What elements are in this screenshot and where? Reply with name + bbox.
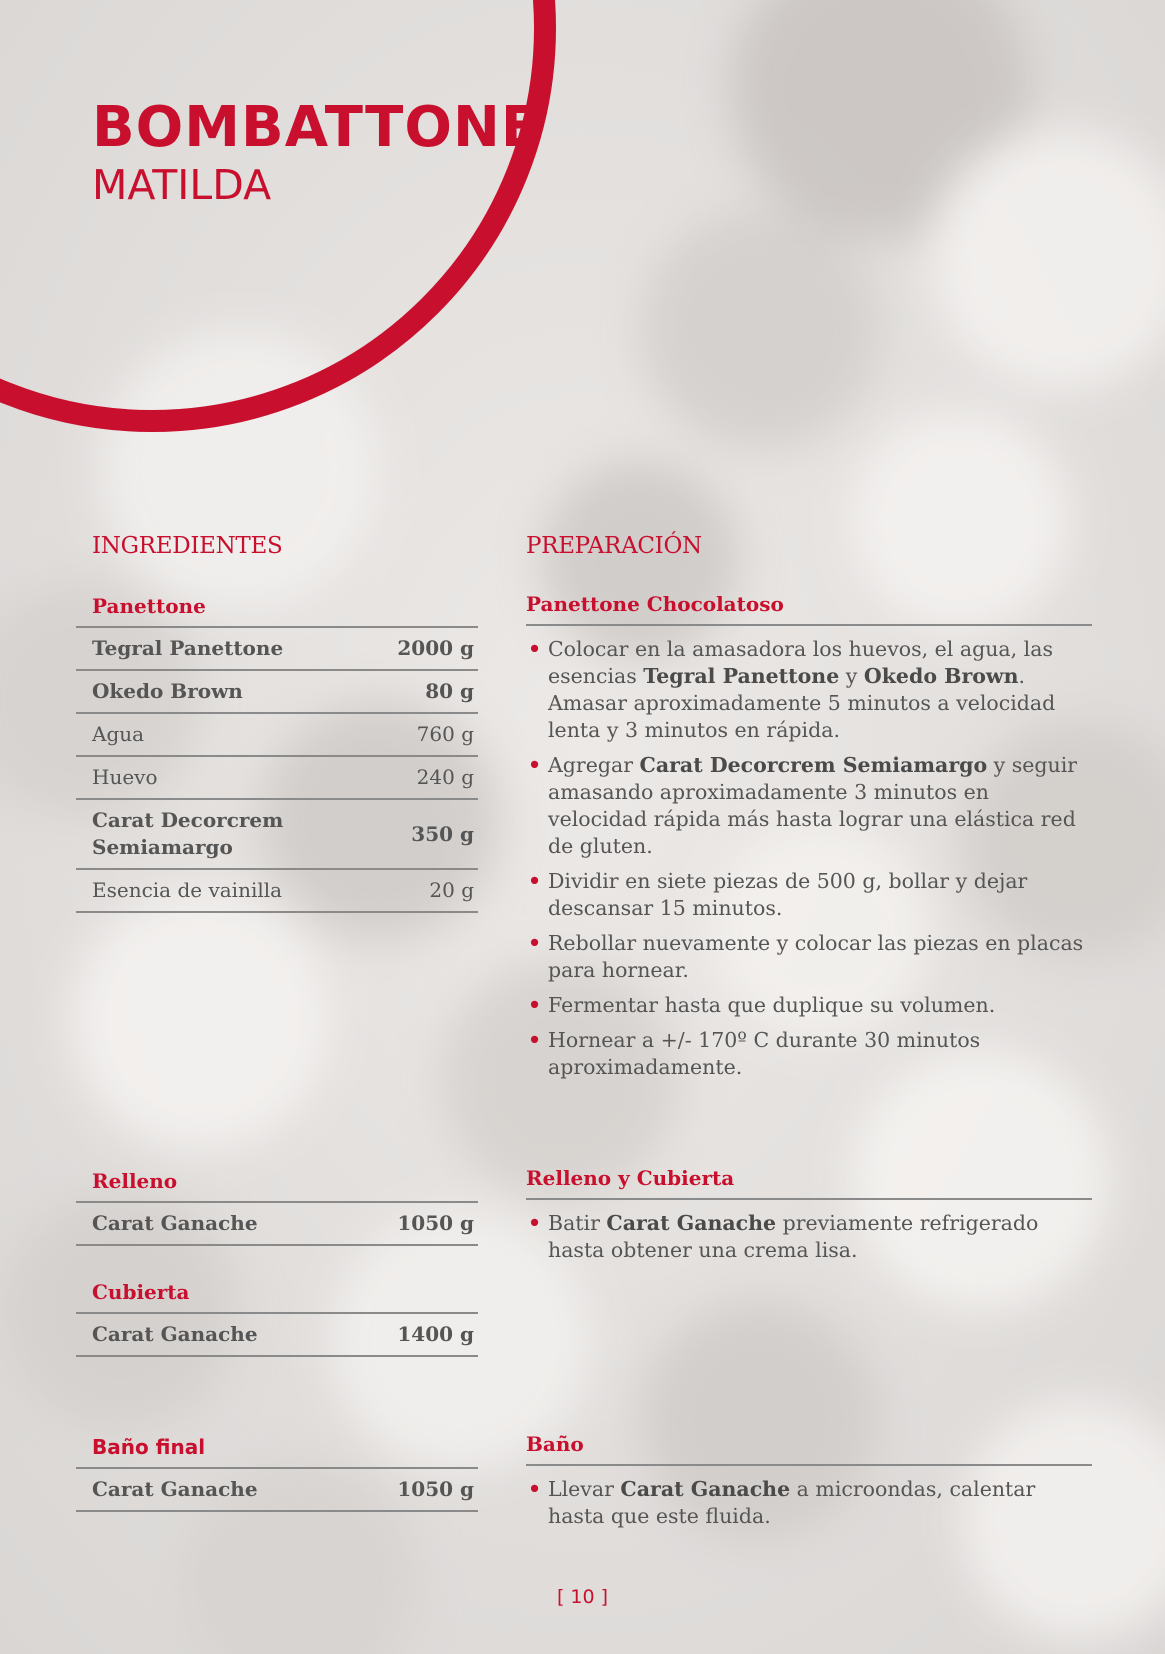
- steps-list: [526, 1200, 1092, 1264]
- step-text: Fermentar hasta que duplique su volumen.: [548, 993, 996, 1017]
- step-item: [526, 992, 1092, 1019]
- ingredient-qty: 1400 g: [397, 1322, 474, 1346]
- ingredient-name: Carat Ganache: [92, 1477, 258, 1501]
- step-text: Rebollar nuevamente y colocar las piezas en placas para hornear.: [548, 931, 1084, 982]
- step-product-name: Tegral Panettone: [643, 664, 840, 688]
- steps-list: [526, 1466, 1092, 1530]
- ingredient-row: [76, 1469, 478, 1512]
- step-product-name: Okedo Brown: [863, 664, 1019, 688]
- ingredient-row: [76, 628, 478, 671]
- ingredient-qty: 1050 g: [397, 1477, 474, 1501]
- ingredient-qty: 350 g: [411, 821, 474, 846]
- section-title: Baño: [526, 1432, 1092, 1466]
- section-title: Cubierta: [76, 1280, 478, 1314]
- ingredients-bano-final: [76, 1435, 478, 1512]
- step-item: [526, 752, 1092, 860]
- step-product-name: Carat Decorcrem Semiamargo: [639, 753, 988, 777]
- step-item: [526, 1027, 1092, 1081]
- ingredient-qty: 20 g: [429, 878, 474, 902]
- section-title: Panettone Chocolatoso: [526, 592, 1092, 626]
- step-text: Dividir en siete piezas de 500 g, bollar y dejar descansar 15 minutos.: [548, 869, 1028, 920]
- step-text: y: [839, 664, 864, 688]
- preparation-heading: PREPARACIÓN: [526, 533, 702, 559]
- ingredient-row: [76, 714, 478, 757]
- step-text: Llevar: [548, 1477, 621, 1501]
- ingredient-name: Okedo Brown: [92, 679, 243, 703]
- ingredient-name: Carat Ganache: [92, 1211, 258, 1235]
- step-text: Agregar: [548, 753, 640, 777]
- step-text: Colocar en la amasadora los huevos, el agua, las esencias: [548, 637, 1053, 688]
- ingredients-cubierta: [76, 1280, 478, 1357]
- ingredient-qty: 240 g: [416, 765, 474, 789]
- preparation-panettone: [526, 592, 1092, 1089]
- ingredient-row: [76, 1203, 478, 1246]
- section-title: Relleno y Cubierta: [526, 1166, 1092, 1200]
- recipe-subtitle: MATILDA: [92, 161, 272, 209]
- preparation-relleno: [526, 1166, 1092, 1272]
- step-text: Batir: [548, 1211, 607, 1235]
- recipe-title: BOMBATTONE: [92, 95, 541, 160]
- step-text: previamente refrigerado hasta obtener una crema lisa.: [548, 1211, 1039, 1262]
- ingredient-qty: 1050 g: [397, 1211, 474, 1235]
- page-number: [ 10 ]: [556, 1586, 609, 1608]
- step-product-name: Carat Ganache: [606, 1211, 777, 1235]
- ingredient-qty: 760 g: [416, 722, 474, 746]
- step-product-name: Carat Ganache: [620, 1477, 791, 1501]
- ingredient-row: [76, 757, 478, 800]
- ingredient-name: Carat Ganache: [92, 1322, 258, 1346]
- ingredients-heading: INGREDIENTES: [92, 533, 283, 559]
- section-title: Baño final: [76, 1435, 478, 1469]
- step-text: Hornear a +/- 170º C durante 30 minutos aproximadamente.: [548, 1028, 981, 1079]
- ingredient-row: [76, 800, 478, 870]
- ingredient-row: [76, 870, 478, 913]
- ingredient-name: Huevo: [92, 765, 158, 789]
- steps-list: [526, 626, 1092, 1081]
- ingredients-relleno: [76, 1169, 478, 1246]
- ingredient-row: [76, 671, 478, 714]
- ingredient-name: Tegral Panettone: [92, 636, 284, 660]
- section-title: Relleno: [76, 1169, 478, 1203]
- step-text: y seguir amasando aproximadamente 3 minutos en velocidad rápida más hasta lograr una elástica red de gluten.: [548, 753, 1078, 858]
- step-item: [526, 1210, 1092, 1264]
- ingredients-panettone: [76, 594, 478, 913]
- step-item: [526, 930, 1092, 984]
- step-item: [526, 1476, 1092, 1530]
- ingredient-name: Agua: [92, 722, 145, 746]
- step-text: a microondas, calentar hasta que este fluida.: [548, 1477, 1036, 1528]
- preparation-bano: [526, 1432, 1092, 1538]
- step-item: [526, 636, 1092, 744]
- ingredient-row: [76, 1314, 478, 1357]
- ingredient-name: Esencia de vainilla: [92, 878, 283, 902]
- step-text: . Amasar aproximadamente 5 minutos a velocidad lenta y 3 minutos en rápida.: [548, 664, 1056, 742]
- step-item: [526, 868, 1092, 922]
- ingredient-qty: 80 g: [425, 679, 474, 703]
- section-title: Panettone: [76, 594, 478, 628]
- ingredient-name: Carat Decorcrem Semiamargo: [92, 808, 284, 859]
- ingredient-qty: 2000 g: [397, 636, 474, 660]
